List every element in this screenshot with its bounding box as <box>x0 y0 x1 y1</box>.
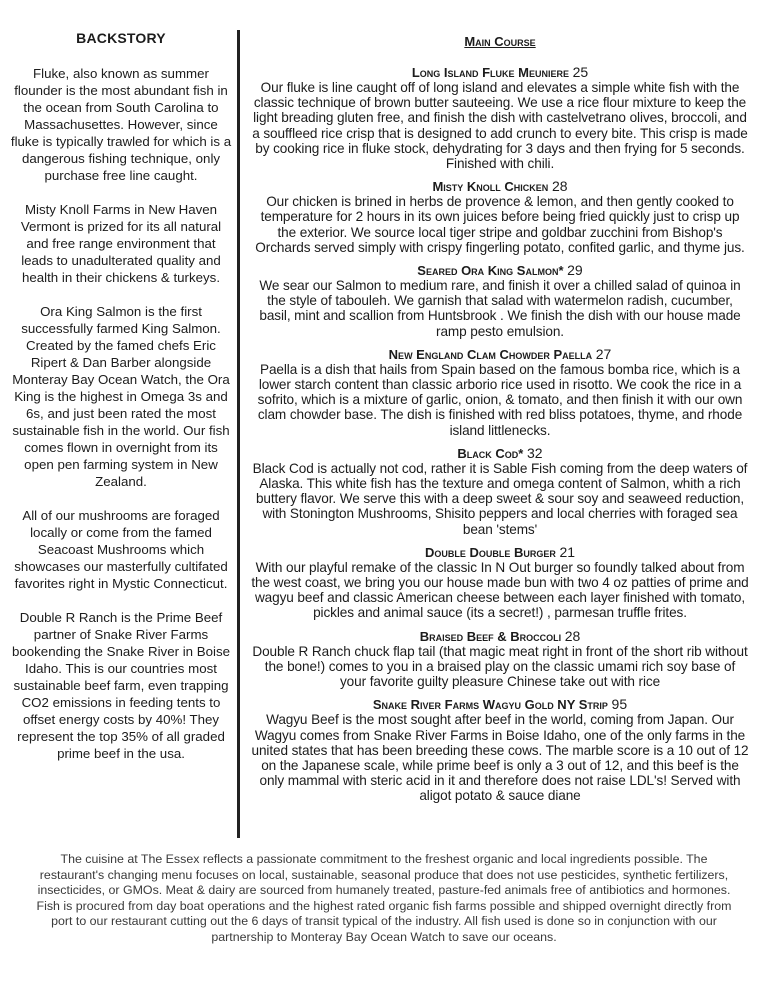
dish-ny-strip <box>250 697 750 803</box>
dish-burger <box>250 545 750 621</box>
dish-description: Double R Ranch chuck flap tail (that magic meat right in front of the short rib without the bone!) comes to you in a braised play on the classic umami rich soy base of your favorite guilty pleasure Chinese take out with rice <box>252 643 748 690</box>
backstory-title: BACKSTORY <box>76 30 166 46</box>
backstory-paragraph-mushrooms: All of our mushrooms are foraged locally or come from the famed Seacoast Mushrooms which showcases our masterfully cultifated favorites right in Mystic Connecticut. <box>14 508 228 591</box>
dish-description: Wagyu Beef is the most sought after beef in the world, coming from Japan. Our Wagyu comes from Snake River Farms in Boise Idaho, one of the only farms in the united states that has been breeding these cows. The marble score is a 10 out of 12 on the Japanese scale, while prime beef is only a 3 out of 12, and this beef is the only mammal with steric acid in it and therefore does not raise LDL's! Served with aligot potato & sauce diane <box>251 712 749 804</box>
dish-name: Long Island Fluke Meuniere <box>411 65 569 80</box>
dish-salmon <box>250 263 750 339</box>
dish-black-cod <box>250 446 750 537</box>
dish-price: 28 <box>564 627 581 644</box>
main-course-title: Main Course <box>464 34 536 49</box>
dish-description: Paella is a dish that hails from Spain based on the famous bomba rice, which is a lower starch content than classic arborio rice used in risotto. We cook the rice in a sofrito, which is a mixture of garlic, onion, & tomato, and then finish it with our own clam chowder base. The dish is finished with red bliss potatoes, thyme, and rhode island littlenecks. <box>257 361 743 438</box>
dish-price: 27 <box>595 345 612 362</box>
dish-description: Our fluke is line caught off of long island and elevates a simple white fish with the classic technique of brown butter sauteeing. We use a rice flour mixture to keep the light breading gluten free, and finish the dish with castelvetrano olives, broccoli, and a souffleed rice crisp that is designed to add crunch to every bite. This crisp is made by cooking rice in fluke stock, dehydrating for 3 days and then frying for 5 seconds. Finished with chili. <box>252 80 748 172</box>
dish-fluke <box>250 65 750 171</box>
backstory-paragraph-salmon: Ora King Salmon is the first successfully farmed King Salmon. Created by the famed chefs Eric Ripert & Dan Barber alongside Monteray Bay Ocean Watch, the Ora King is the highest in Omega 3s and 6s, and just been rated the most sustainable fish in the world. Our fish comes flown in overnight from its open pen farming system in New Zealand. <box>12 304 230 489</box>
footer-statement: The cuisine at The Essex reflects a passionate commitment to the freshest organic and local ingredients possible. The restaurant's changing menu focuses on local, sustainable, seasonal produce that does not use pesticides, synthetic fertilizers, insecticides, or GMOs. Meat & dairy are sourced from humanely treated, pasture-fed animals free of antibiotics and hormones. Fish is procured from day boat operations and the highest rated organic fish farms possible and shipped overnight directly from port to our restaurant cutting out the 6 days of transit typical of the industry. All fish used is done so in conjunction with our partnership to Monteray Bay Ocean Watch to save our oceans. <box>36 852 732 944</box>
dish-name: New England Clam Chowder Paella <box>388 346 593 362</box>
main-course-column <box>250 30 750 812</box>
dish-description: Our chicken is brined in herbs de provence & lemon, and then gently cooked to temperature for 2 hours in its own juices before being fried quickly just to crisp up the exterior. We source local tiger stripe and goldbar zucchini from Bishop's Orchards served simply with crispy fingerling potato, confited garlic, and thyme jus. <box>255 194 745 255</box>
dish-name: Double Double Burger <box>424 544 556 560</box>
backstory-paragraph-beef: Double R Ranch is the Prime Beef partner of Snake River Farms bookending the Snake River in Boise Idaho. This is our countries most sustainable beef farm, even trapping CO2 emissions in feeding tents to offset energy costs by 40%! They represent the top 35% of all graded prime beef in the usa. <box>11 610 231 761</box>
dish-price: 95 <box>611 696 628 713</box>
backstory-paragraph-chicken: Misty Knoll Farms in New Haven Vermont is prized for its all natural and free range environment that leads to unadulterated quality and health in their chickens & turkeys. <box>20 202 222 285</box>
dish-price: 32 <box>527 444 543 461</box>
dish-name: Misty Knoll Chicken <box>432 179 549 195</box>
dish-price: 28 <box>551 178 568 195</box>
backstory-column <box>10 30 232 779</box>
dish-description: With our playful remake of the classic In N Out burger so foundly talked about from the west coast, we bring you our house made bun with two 4 oz patties of prime and wagyu beef and classic American cheese between each layer finished with tomato, pickles and animal sauce (its a secret!) , parmesan truffle frites. <box>251 559 749 621</box>
backstory-paragraph-fluke: Fluke, also known as summer flounder is the most abundant fish in the ocean from South Carolina to Massachusettes. However, since fluke is typically trawled for which is a dangerous fishing technique, only purchase free line caught. <box>10 66 232 183</box>
dish-name: Black Cod* <box>457 445 524 461</box>
dish-description: Black Cod is actually not cod, rather it is Sable Fish coming from the deep waters of Alaska. This white fish has the texture and omega content of Salmon, whith a rich buttery flavor. We serve this with a deep sweet & sour soy and seaweed reduction, with Stonington Mushrooms, Shisito peppers and local cherries with foraged sea bean 'stems' <box>252 460 748 537</box>
dish-price: 25 <box>572 64 589 80</box>
column-divider <box>237 30 240 838</box>
dish-name: Seared Ora King Salmon* <box>417 263 564 279</box>
dish-price: 21 <box>559 543 576 560</box>
dish-price: 29 <box>567 262 583 279</box>
dish-name: Braised Beef & Broccoli <box>419 628 562 644</box>
dish-braised-beef <box>250 629 750 690</box>
dish-name: Snake River Farms Wagyu Gold NY Strip <box>372 697 608 713</box>
dish-description: We sear our Salmon to medium rare, and finish it over a chilled salad of quinoa in the style of tabouleh. We garnish that salad with watermelon radish, cucumber, basil, mint and scallion from Huntsbrook . We finish the dish with our house made ramp pesto emulsion. <box>259 278 741 339</box>
dish-chicken <box>250 179 750 255</box>
dish-paella <box>250 347 750 438</box>
